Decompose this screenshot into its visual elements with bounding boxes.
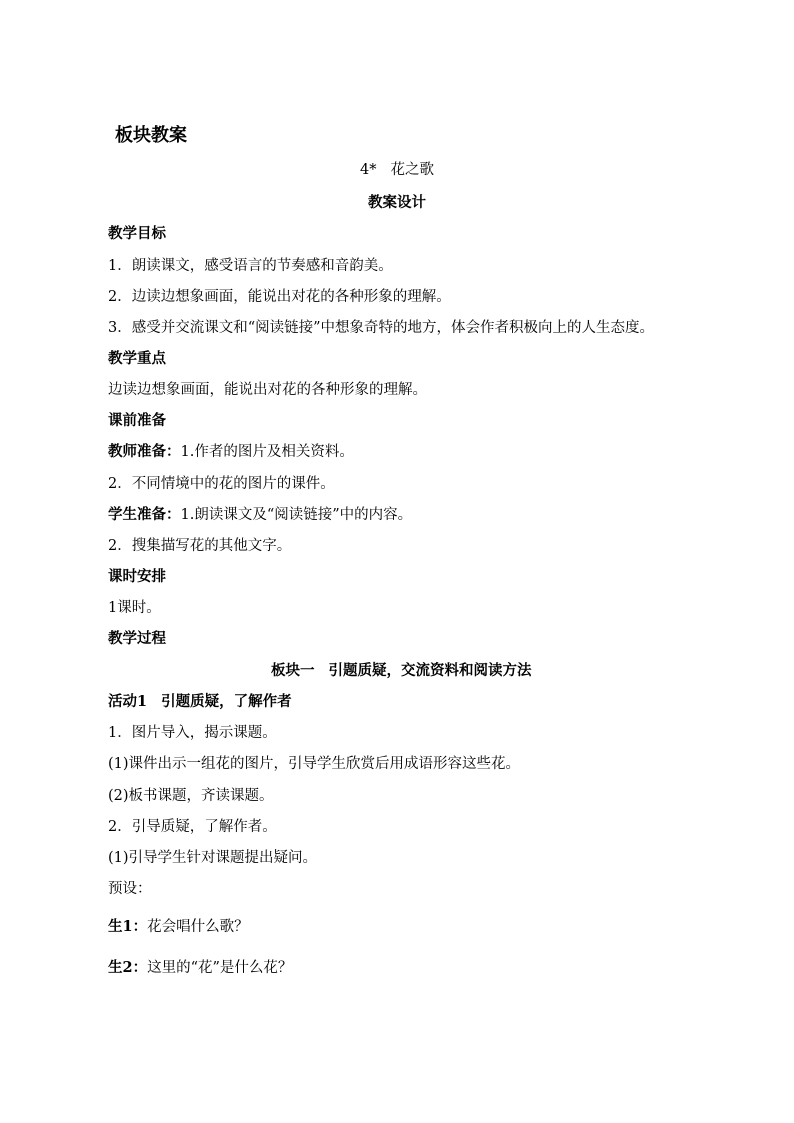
activity-label: 活动1 bbox=[108, 693, 148, 710]
activity-title: 引题质疑，了解作者 bbox=[161, 693, 292, 710]
focus-text: 边读边想象画面，能说出对花的各种形象的理解。 bbox=[108, 382, 427, 398]
student-answer-1-label: 生1： bbox=[108, 918, 148, 935]
teacher-preparation-item-1: 1.作者的图片及相关资料。 bbox=[180, 444, 354, 460]
goal-item-1: 1．朗读课文，感受语言的节奏感和音韵美。 bbox=[108, 258, 393, 274]
student-answer-1-text: 花会唱什么歌？ bbox=[147, 919, 249, 935]
process-line-3: (2)板书课题，齐读课题。 bbox=[108, 788, 274, 804]
activity-heading bbox=[108, 692, 292, 712]
document-title: 板块教案 bbox=[115, 125, 187, 146]
process-line-5: (1)引导学生针对课题提出疑问。 bbox=[108, 850, 318, 866]
focus-heading: 教学重点 bbox=[108, 350, 166, 367]
block-title: 引题质疑，交流资料和阅读方法 bbox=[328, 662, 532, 679]
process-line-2: (1)课件出示一组花的图片，引导学生欣赏后用成语形容这些花。 bbox=[108, 756, 521, 772]
student-preparation-label: 学生准备： bbox=[108, 506, 181, 523]
schedule-heading: 课时安排 bbox=[108, 568, 166, 585]
process-heading: 教学过程 bbox=[108, 630, 166, 647]
design-title: 教案设计 bbox=[368, 194, 426, 211]
schedule-text: 1课时。 bbox=[108, 600, 161, 616]
teacher-preparation-label: 教师准备： bbox=[108, 443, 181, 460]
process-line-1: 1．图片导入，揭示课题。 bbox=[108, 725, 277, 741]
preset-label: 预设： bbox=[108, 881, 152, 897]
teacher-preparation-item-2: 2．不同情境中的花的图片的课件。 bbox=[108, 476, 335, 492]
preparation-heading: 课前准备 bbox=[108, 412, 166, 429]
student-answer-2-label: 生2： bbox=[108, 959, 148, 976]
process-line-4: 2．引导质疑，了解作者。 bbox=[108, 819, 277, 835]
student-preparation-item-1: 1.朗读课文及“阅读链接”中的内容。 bbox=[180, 507, 413, 523]
teacher-preparation bbox=[108, 442, 354, 462]
student-answer-1 bbox=[108, 917, 249, 937]
student-answer-2-text: 这里的“花”是什么花？ bbox=[147, 960, 293, 976]
goal-item-3: 3．感受并交流课文和“阅读链接”中想象奇特的地方，体会作者积极向上的人生态度。 bbox=[108, 320, 655, 336]
goal-item-2: 2．边读边想象画面，能说出对花的各种形象的理解。 bbox=[108, 289, 451, 305]
lesson-title bbox=[0, 160, 794, 180]
block-one-heading bbox=[271, 661, 532, 681]
goals-heading: 教学目标 bbox=[108, 225, 166, 242]
lesson-number: 4* bbox=[360, 162, 377, 178]
block-label: 板块一 bbox=[271, 662, 315, 679]
student-answer-2 bbox=[108, 958, 292, 978]
lesson-name: 花之歌 bbox=[390, 162, 434, 178]
student-preparation-item-2: 2．搜集描写花的其他文字。 bbox=[108, 538, 292, 554]
student-preparation bbox=[108, 505, 412, 525]
